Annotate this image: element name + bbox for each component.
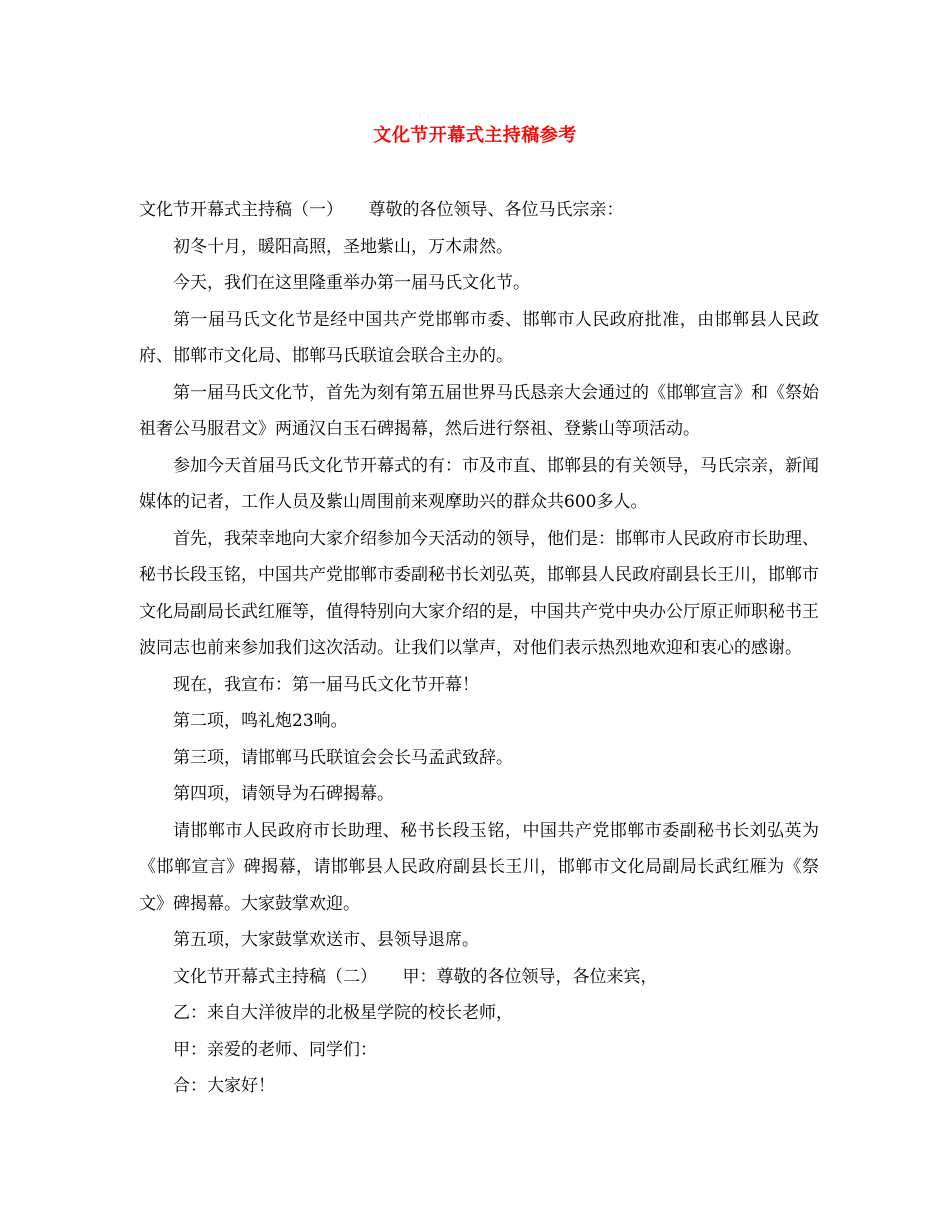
document-body bbox=[139, 192, 819, 1105]
document-title: 文化节开幕式主持稿参考 bbox=[373, 125, 577, 146]
paragraph: 乙：来自大洋彼岸的北极星学院的校长老师， bbox=[173, 1003, 513, 1023]
paragraph: 今天，我们在这里隆重举办第一届马氏文化节。 bbox=[173, 273, 530, 293]
paragraph: 首先，我荣幸地向大家介绍参加今天活动的领导，他们是：邯郸市人民政府市长助理、秘书长段玉铭，中国共产党邯郸市委副秘书长刘弘英，邯郸县人民政府副县长王川，邯郸市文化局副局长武红雁等，值得特别向大家介绍的是，中国共产党中央办公厅原正师职秘书王波同志也前来参加我们这次活动。让我们以掌声，对他们表示热烈地欢迎和衷心的感谢。 bbox=[139, 528, 819, 658]
paragraph: 第一届马氏文化节，首先为刻有第五届世界马氏恳亲大会通过的《邯郸宣言》和《祭始祖奢公马服君文》两通汉白玉石碑揭幕，然后进行祭祖、登紫山等项活动。 bbox=[139, 382, 819, 439]
paragraph: 合：大家好！ bbox=[173, 1076, 275, 1096]
paragraph: 初冬十月，暖阳高照，圣地紫山，万木肃然。 bbox=[173, 236, 513, 257]
paragraph: 现在，我宣布：第一届马氏文化节开幕！ bbox=[173, 674, 479, 695]
paragraph-opening-1: 文化节开幕式主持稿（一） 尊敬的各位领导、各位马氏宗亲： bbox=[139, 200, 624, 220]
paragraph-opening-2: 文化节开幕式主持稿（二） 甲：尊敬的各位领导，各位来宾， bbox=[173, 966, 658, 987]
paragraph: 甲：亲爱的老师、同学们： bbox=[173, 1039, 377, 1060]
paragraph: 参加今天首届马氏文化节开幕式的有：市及市直、邯郸县的有关领导，马氏宗亲，新闻媒体的记者，工作人员及紫山周围前来观摩助兴的群众共600多人。 bbox=[139, 455, 819, 512]
paragraph: 第二项，鸣礼炮23响。 bbox=[173, 711, 348, 731]
paragraph: 请邯郸市人民政府市长助理、秘书长段玉铭，中国共产党邯郸市委副秘书长刘弘英为《邯郸宣言》碑揭幕，请邯郸县人民政府副县长王川，邯郸市文化局副局长武红雁为《祭文》碑揭幕。大家鼓掌欢迎。 bbox=[139, 820, 819, 914]
paragraph: 第五项，大家鼓掌欢送市、县领导退席。 bbox=[173, 930, 479, 950]
paragraph: 第三项，请邯郸马氏联谊会会长马孟武致辞。 bbox=[173, 747, 513, 768]
paragraph: 第一届马氏文化节是经中国共产党邯郸市委、邯郸市人民政府批准，由邯郸县人民政府、邯郸市文化局、邯郸马氏联谊会联合主办的。 bbox=[139, 309, 819, 366]
paragraph: 第四项，请领导为石碑揭幕。 bbox=[173, 784, 394, 804]
